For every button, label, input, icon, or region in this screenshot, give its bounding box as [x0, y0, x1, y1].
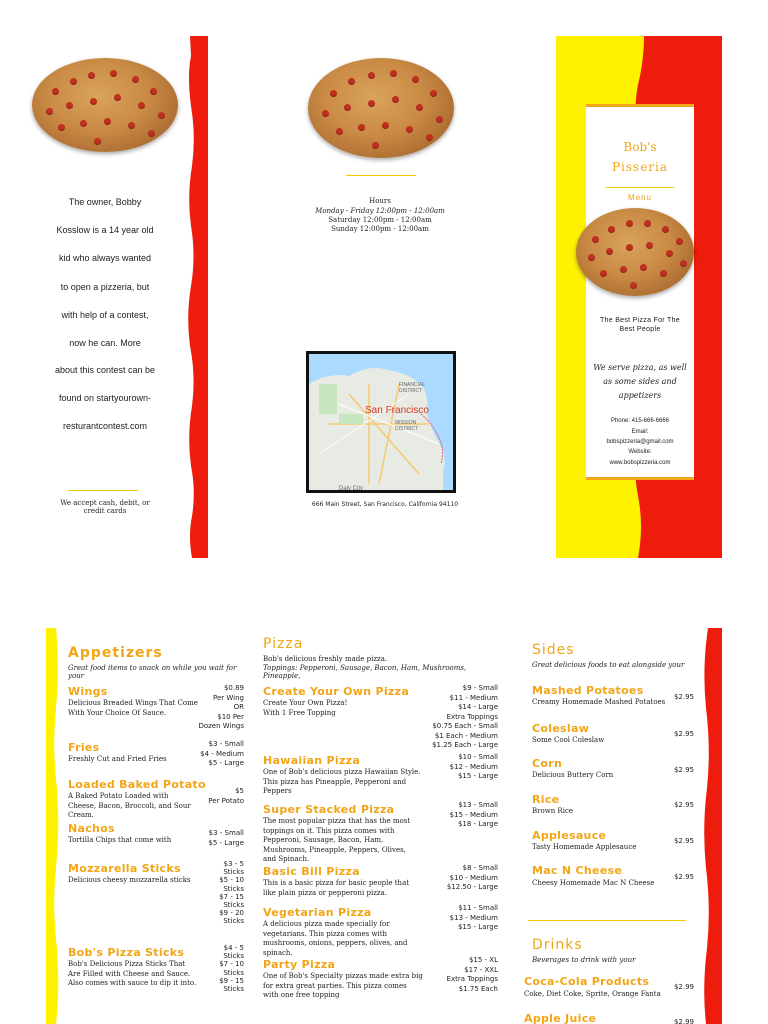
pizza-image [576, 208, 694, 296]
menu-item-price: $10 - Small $12 - Medium $15 - Large [449, 753, 498, 780]
menu-item-desc: This is a basic pizza for basic people that like plain pizza or pepperoni pizza. [263, 879, 410, 897]
cover-subtitle: Menu [627, 193, 652, 202]
map-city-label: San Francisco [365, 405, 429, 416]
menu-item-desc: Delicious cheesy mozzarella sticks [68, 876, 191, 884]
menu-item-name: Nachos [68, 822, 115, 835]
menu-item-name: Vegetarian Pizza [263, 906, 372, 919]
pizza-tagline: Bob's delicious freshly made pizza. [263, 655, 388, 663]
menu-item-desc: The most popular pizza that has the most toppings on it. This pizza comes with Pepperoni, Sausage, Bacon, Ham, Mushrooms, Pineapple, Peppers, Olives, and Spinach. [263, 817, 411, 863]
about-line: with help of a contest, [61, 310, 149, 320]
menu-item-name: Coleslaw [532, 722, 590, 735]
payment-note: We accept cash, debit, or credit cards [60, 499, 150, 515]
menu-item-name: Create Your Own Pizza [263, 685, 410, 698]
menu-item-price: $0.89 Per Wing OR $10 Per Dozen Wings [198, 684, 244, 730]
menu-item-price: $5 Per Potato [208, 787, 244, 805]
menu-item-price: $8 - Small $10 - Medium $12.50 - Large [446, 864, 498, 891]
menu-item-desc: One of Bob's delicious pizza Hawaiian Style. This pizza has Pineapple, Pepperoni and Peppers [263, 768, 421, 795]
appetizers-title: Appetizers [68, 645, 163, 661]
menu-item-price: $2.95 [673, 873, 694, 881]
menu-item-desc: Delicious Buttery Corn [532, 771, 614, 779]
menu-item-desc: Bob's Delicious Pizza Sticks That Are Filled with Cheese and Sauce. Also comes with sauce to dip it into. [68, 960, 197, 987]
menu-item-price: $13 - Small $15 - Medium $18 - Large [449, 801, 498, 828]
menu-item-name: Apple Juice [524, 1012, 597, 1024]
menu-item-price: $2.95 [673, 801, 694, 809]
about-line: about this contest can be [54, 365, 156, 375]
menu-item-name: Corn [532, 757, 563, 770]
pizza-image [32, 58, 178, 152]
sides-title: Sides [532, 642, 575, 658]
divider [606, 187, 674, 188]
map-label-financial: FINANCIAL DISTRICT [399, 382, 425, 394]
menu-item-price: $4 - 5 Sticks $7 - 10 Sticks $9 - 15 Sticks [219, 944, 244, 994]
menu-item-desc: Brown Rice [532, 807, 574, 815]
divider [528, 920, 686, 921]
hours-line: Saturday 12:00pm - 12:00am [328, 216, 432, 224]
pizza-title: Pizza [263, 636, 304, 652]
cover-website-label: Website: [628, 449, 652, 455]
about-line: kid who always wanted [58, 253, 152, 263]
menu-item-desc: Freshly Cut and Fried Fries [68, 755, 167, 763]
about-line: found on startyourown- [58, 393, 152, 403]
menu-item-price: $2.95 [673, 730, 694, 738]
menu-item-desc: A Baked Potato Loaded with Cheese, Bacon, Broccoli, and Sour Cream. [68, 792, 191, 819]
menu-item-desc: Tortilla Chips that come with [68, 836, 172, 844]
menu-item-name: Hawaiian Pizza [263, 754, 361, 767]
menu-item-desc: Coke, Diet Coke, Sprite, Orange Fanta [524, 990, 661, 998]
menu-item-name: Applesauce [532, 829, 607, 842]
menu-item-desc: Tasty Homemade Applesauce [532, 843, 637, 851]
cover-title-line2: Pisseria [611, 160, 669, 174]
menu-item-price: $11 - Small $13 - Medium $15 - Large [449, 904, 498, 931]
menu-item-name: Mashed Potatoes [532, 684, 644, 697]
menu-item-name: Super Stacked Pizza [263, 803, 395, 816]
map-label-mission: MISSION DISTRICT [395, 420, 419, 432]
menu-item-name: Coca-Cola Products [524, 975, 650, 988]
menu-item-desc: Create Your Own Pizza! With 1 Free Topping [263, 699, 348, 717]
menu-item-price: $2.95 [673, 693, 694, 701]
menu-item-price: $2.95 [673, 766, 694, 774]
cover-serve-text: We serve pizza, as well as some sides and appetizers [593, 363, 687, 400]
menu-item-desc: A delicious pizza made specially for vegetarians. This pizza comes with mushrooms, onions, peppers, olives, and spinach. [263, 920, 408, 957]
red-wavy-stripe [186, 36, 208, 558]
pizza-image [308, 58, 454, 158]
hours-line: Monday - Friday 12:00pm - 12:00am [315, 207, 445, 215]
menu-item-name: Fries [68, 741, 100, 754]
drinks-title: Drinks [532, 937, 583, 953]
menu-item-name: Mac N Cheese [532, 864, 623, 877]
about-line: now he can. More [69, 338, 141, 348]
cover-title-line1: Bob's [623, 140, 657, 154]
hours-title: Hours [369, 197, 391, 205]
about-line: Kosslow is a 14 year old [56, 225, 154, 235]
red-wavy-stripe [702, 628, 722, 1024]
appetizers-tagline: Great food items to snack on while you wait for your [68, 664, 237, 680]
menu-item-desc: Creamy Homemade Mashed Potatoes [532, 698, 666, 706]
cover-website[interactable]: www.bobspizzeria.com [609, 460, 671, 466]
menu-item-price: $2.99 [673, 983, 694, 991]
menu-item-desc: Delicious Breaded Wings That Come With Your Choice Of Sauce. [68, 699, 198, 717]
cover-email-label: Email: [631, 429, 649, 435]
cover-email[interactable]: bobspizzeria@gmail.com [606, 439, 674, 445]
hours-line: Sunday 12:00pm - 12:00am [331, 225, 429, 233]
menu-item-price: $2.99 [673, 1018, 694, 1024]
menu-item-name: Bob's Pizza Sticks [68, 946, 185, 959]
sides-tagline: Great delicious foods to eat alongside your [532, 661, 685, 669]
divider [68, 490, 138, 491]
menu-item-price: $15 - XL $17 - XXL Extra Toppings $1.75 Each [446, 956, 498, 993]
menu-item-name: Rice [532, 793, 560, 806]
menu-item-price: $9 - Small $11 - Medium $14 - Large Extra Toppings $0.75 Each - Small $1 Each - Medium $1.25 Each - Large [432, 684, 498, 749]
drinks-tagline: Beverages to drink with your [532, 956, 636, 964]
menu-item-desc: One of Bob's Specialty pizzas made extra big for extra great parties. This pizza comes with one free topping [263, 972, 423, 999]
menu-item-price: $3 - Small $4 - Medium $5 - Large [200, 740, 244, 767]
menu-item-price: $3 - 5 Sticks $5 - 10 Sticks $7 - 15 Sticks $9 - 20 Sticks [219, 860, 244, 926]
menu-item-price: $3 - Small $5 - Large [208, 829, 244, 847]
menu-item-name: Party Pizza [263, 958, 336, 971]
about-line: to open a pizzeria, but [60, 282, 150, 292]
menu-item-name: Basic Bill Pizza [263, 865, 360, 878]
menu-item-desc: Some Cool Coleslaw [532, 736, 605, 744]
about-line: resturantcontest.com [62, 421, 148, 431]
address: 666 Main Street, San Francisco, California 94110 [311, 501, 459, 508]
cover-slogan: The Best Pizza For The Best People [599, 317, 680, 333]
menu-item-name: Wings [68, 685, 108, 698]
yellow-wavy-stripe [46, 628, 60, 1024]
menu-item-desc: Cheesy Homemade Mac N Cheese [532, 879, 655, 887]
map-image [306, 351, 456, 493]
about-line: The owner, Bobby [68, 197, 142, 207]
menu-item-name: Loaded Baked Potato [68, 778, 206, 791]
pizza-toppings: Toppings: Pepperoni, Sausage, Bacon, Ham, Mushrooms, Pineapple, [263, 664, 467, 680]
cover-phone: Phone: 415-666-6666 [610, 418, 670, 424]
menu-item-price: $2.95 [673, 837, 694, 845]
divider [346, 175, 416, 176]
menu-item-name: Mozzarella Sticks [68, 862, 181, 875]
map-label-daly: Daly City [339, 486, 364, 492]
